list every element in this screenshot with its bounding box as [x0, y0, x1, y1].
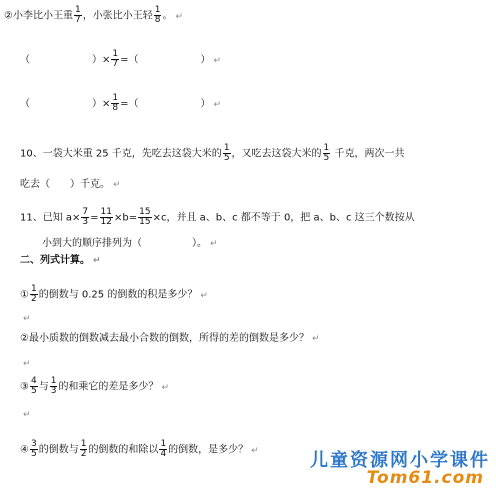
watermark-title: 儿童资源网小学课件	[310, 450, 490, 471]
return-icon: ↵	[213, 55, 222, 66]
question-text: 小到大的顺序排列为（ ）。	[42, 238, 207, 249]
site-watermark-logo	[290, 446, 490, 490]
denominator: 2	[30, 294, 37, 304]
question-text: 的倒数的和除以	[88, 444, 159, 456]
fraction	[154, 6, 162, 25]
fraction	[74, 6, 82, 25]
question-number: ④	[20, 444, 29, 456]
question-text: 。	[162, 10, 173, 22]
fraction	[323, 144, 331, 163]
equation-text: ）×	[92, 98, 111, 110]
return-icon: ↵	[23, 410, 31, 420]
fraction	[50, 377, 58, 396]
fraction	[80, 440, 88, 459]
calc-1	[20, 285, 208, 304]
numerator: 7	[82, 207, 89, 217]
numerator: 1	[30, 284, 37, 294]
numerator: 15	[139, 207, 151, 217]
equation-text: =（	[120, 98, 139, 110]
numerator: 11	[100, 207, 112, 217]
watermark-domain: Tom61.com	[366, 468, 484, 488]
question-10	[20, 144, 404, 163]
denominator: 5	[323, 153, 330, 163]
numerator: 1	[154, 5, 161, 15]
question-text: ×b=	[114, 212, 138, 224]
fraction	[138, 208, 151, 227]
question-text: 与	[38, 381, 49, 393]
numerator: 1	[80, 439, 87, 449]
equation-text: ）×	[92, 54, 111, 66]
denominator: 7	[112, 59, 119, 69]
fraction	[81, 208, 89, 227]
equation-text: ）	[200, 54, 211, 66]
question-text: 的倒数与 0.25 的倒数的积是多少？	[38, 289, 198, 301]
calc-4	[20, 440, 259, 459]
numerator: 1	[50, 376, 57, 386]
question-text: ②最小质数的倒数减去最小合数的倒数，所得的差的倒数是多少？	[20, 333, 309, 344]
section-title: 二、列式计算。	[20, 255, 90, 266]
question-text: 的倒数与	[38, 444, 79, 456]
denominator: 12	[100, 217, 112, 227]
question-number: ③	[20, 381, 29, 393]
return-icon: ↵	[213, 99, 222, 110]
return-icon: ↵	[161, 382, 169, 393]
question-text: 的和乘它的差是多少？	[58, 381, 159, 393]
denominator: 15	[139, 217, 151, 227]
numerator: 1	[223, 143, 230, 153]
return-icon: ↵	[23, 359, 31, 369]
question-10-line-2	[20, 178, 121, 192]
denominator: 5	[30, 386, 37, 396]
numerator: 1	[160, 439, 167, 449]
numerator: 1	[74, 5, 81, 15]
denominator: 4	[160, 449, 167, 459]
calc-2	[20, 332, 320, 346]
equation-1	[20, 50, 221, 69]
return-icon: ↵	[113, 180, 121, 190]
question-9-2	[4, 6, 183, 25]
calc-3	[20, 377, 169, 396]
blank-line	[20, 357, 31, 371]
fraction	[111, 50, 119, 69]
numerator: 4	[30, 376, 37, 386]
fraction	[30, 285, 38, 304]
denominator: 2	[80, 449, 87, 459]
return-icon: ↵	[200, 290, 208, 301]
equation-text: （	[20, 98, 30, 110]
question-text: 11、已知 a×	[20, 212, 81, 224]
numerator: 3	[30, 439, 37, 449]
section-heading	[20, 254, 101, 268]
question-text: 千克，两次一共	[331, 148, 405, 160]
fraction	[159, 440, 167, 459]
fraction	[30, 440, 38, 459]
question-text: ②小李比小王重	[4, 10, 73, 22]
return-icon: ↵	[93, 256, 101, 266]
question-text: ，小张比小王轻	[82, 10, 153, 22]
return-icon: ↵	[210, 239, 218, 249]
question-text: 吃去（ ）千克。	[20, 179, 110, 190]
blank-line	[20, 408, 31, 422]
equation-text: =（	[120, 54, 139, 66]
fraction	[100, 208, 113, 227]
denominator: 8	[154, 15, 161, 25]
denominator: 8	[112, 103, 119, 113]
return-icon: ↵	[23, 314, 31, 324]
equation-2	[20, 94, 221, 113]
fraction	[30, 377, 38, 396]
question-11	[20, 208, 415, 227]
numerator: 1	[112, 93, 119, 103]
question-text: ×c，并且 a、b、c 都不等于 0，把 a、b、c 这三个数按从	[152, 212, 415, 224]
fraction	[111, 94, 119, 113]
question-number: ①	[20, 289, 29, 301]
denominator: 7	[74, 15, 81, 25]
question-text: 的倒数，是多少？	[168, 444, 249, 456]
return-icon: ↵	[311, 334, 320, 344]
question-text: 10、一袋大米重 25 千克，先吃去这袋大米的	[20, 148, 222, 160]
denominator: 3	[50, 386, 57, 396]
denominator: 5	[223, 153, 230, 163]
question-text: =	[90, 212, 99, 224]
return-icon: ↵	[175, 11, 183, 22]
numerator: 1	[323, 143, 330, 153]
equation-text: （	[20, 54, 30, 66]
equation-text: ）	[200, 98, 211, 110]
numerator: 1	[112, 49, 119, 59]
denominator: 5	[30, 449, 37, 459]
return-icon: ↵	[251, 445, 259, 456]
denominator: 3	[82, 217, 89, 227]
fraction	[223, 144, 231, 163]
question-11-line-2	[42, 237, 218, 251]
question-text: ，又吃去这袋大米的	[231, 148, 322, 160]
blank-line	[20, 312, 31, 326]
